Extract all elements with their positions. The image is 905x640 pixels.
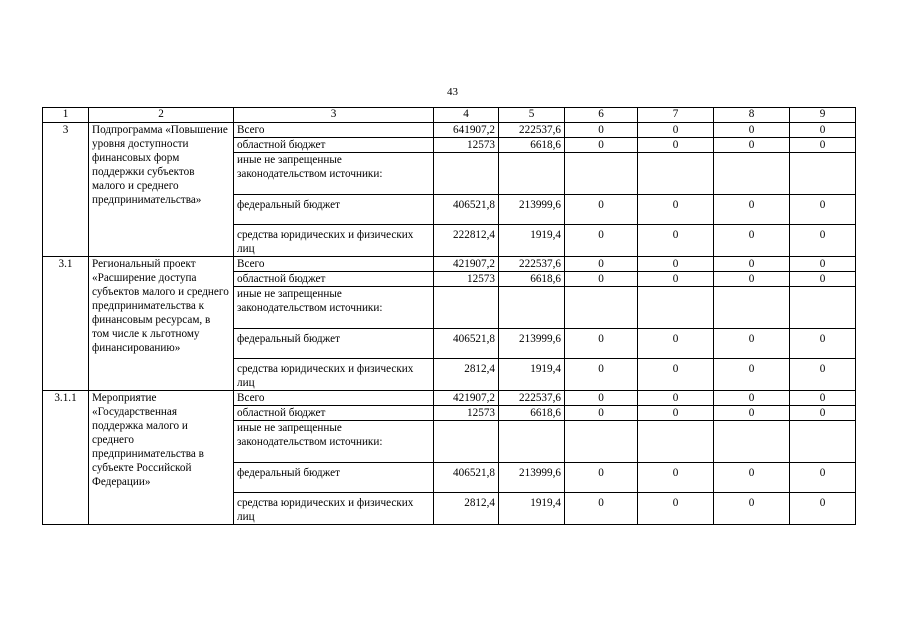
header-cell: 6	[565, 108, 638, 123]
value-cell-c6: 0	[565, 195, 638, 225]
value-cell-c8: 0	[714, 391, 790, 406]
value-cell-c6: 0	[565, 391, 638, 406]
value-cell-c9: 0	[790, 123, 856, 138]
value-cell-c4: 641907,2	[434, 123, 499, 138]
value-cell-c5: 222537,6	[499, 123, 565, 138]
funding-source-label: областной бюджет	[234, 138, 434, 153]
value-cell-c4: 421907,2	[434, 391, 499, 406]
value-cell-c9: 0	[790, 195, 856, 225]
funding-source-label: областной бюджет	[234, 406, 434, 421]
value-cell-c4: 406521,8	[434, 195, 499, 225]
value-cell-c4: 12573	[434, 406, 499, 421]
value-cell-c8	[714, 153, 790, 195]
section-name: Региональный проект «Расширение доступа субъектов малого и среднего предпринимательства к финансовым ресурсам, в том числе к льготному финансированию»	[89, 257, 234, 391]
header-row	[43, 108, 856, 123]
header-cell: 3	[234, 108, 434, 123]
funding-source-label: областной бюджет	[234, 272, 434, 287]
value-cell-c6: 0	[565, 463, 638, 493]
value-cell-c8: 0	[714, 138, 790, 153]
value-cell-c4: 2812,4	[434, 359, 499, 391]
value-cell-c5: 6618,6	[499, 272, 565, 287]
value-cell-c6: 0	[565, 359, 638, 391]
value-cell-c5: 213999,6	[499, 463, 565, 493]
value-cell-c9	[790, 421, 856, 463]
value-cell-c5: 1919,4	[499, 493, 565, 525]
funding-source-label: средства юридических и физических лиц	[234, 225, 434, 257]
value-cell-c6	[565, 287, 638, 329]
value-cell-c6: 0	[565, 329, 638, 359]
value-cell-c7: 0	[638, 406, 714, 421]
funding-source-label: иные не запрещенные законодательством источники:	[234, 421, 434, 463]
value-cell-c5: 213999,6	[499, 195, 565, 225]
value-cell-c7: 0	[638, 329, 714, 359]
value-cell-c9: 0	[790, 225, 856, 257]
value-cell-c8: 0	[714, 257, 790, 272]
value-cell-c7: 0	[638, 257, 714, 272]
value-cell-c7: 0	[638, 123, 714, 138]
header-cell: 2	[89, 108, 234, 123]
value-cell-c7: 0	[638, 225, 714, 257]
value-cell-c5	[499, 153, 565, 195]
header-cell: 1	[43, 108, 89, 123]
value-cell-c6: 0	[565, 138, 638, 153]
value-cell-c4	[434, 421, 499, 463]
value-cell-c5	[499, 421, 565, 463]
value-cell-c8: 0	[714, 359, 790, 391]
value-cell-c4: 12573	[434, 138, 499, 153]
table-row	[43, 391, 856, 406]
value-cell-c5: 222537,6	[499, 391, 565, 406]
funding-source-label: федеральный бюджет	[234, 463, 434, 493]
value-cell-c7	[638, 287, 714, 329]
value-cell-c8: 0	[714, 463, 790, 493]
value-cell-c9: 0	[790, 272, 856, 287]
value-cell-c8: 0	[714, 272, 790, 287]
funding-source-label: Всего	[234, 391, 434, 406]
value-cell-c4: 421907,2	[434, 257, 499, 272]
value-cell-c8: 0	[714, 195, 790, 225]
budget-table	[42, 107, 856, 525]
value-cell-c6: 0	[565, 225, 638, 257]
value-cell-c5	[499, 287, 565, 329]
page-number: 43	[447, 86, 458, 98]
value-cell-c9: 0	[790, 406, 856, 421]
value-cell-c6: 0	[565, 257, 638, 272]
value-cell-c8	[714, 421, 790, 463]
value-cell-c7: 0	[638, 493, 714, 525]
value-cell-c7: 0	[638, 272, 714, 287]
value-cell-c7	[638, 153, 714, 195]
value-cell-c5: 213999,6	[499, 329, 565, 359]
value-cell-c7: 0	[638, 391, 714, 406]
value-cell-c7: 0	[638, 463, 714, 493]
section-number: 3.1.1	[43, 391, 89, 525]
funding-source-label: Всего	[234, 123, 434, 138]
table-row	[43, 123, 856, 138]
value-cell-c7: 0	[638, 138, 714, 153]
section-name: Мероприятие «Государственная поддержка малого и среднего предпринимательства в субъекте Российской Федерации»	[89, 391, 234, 525]
value-cell-c4: 406521,8	[434, 463, 499, 493]
value-cell-c8: 0	[714, 493, 790, 525]
value-cell-c6	[565, 421, 638, 463]
header-cell: 8	[714, 108, 790, 123]
header-cell: 9	[790, 108, 856, 123]
value-cell-c4: 12573	[434, 272, 499, 287]
value-cell-c9: 0	[790, 359, 856, 391]
value-cell-c7: 0	[638, 359, 714, 391]
header-cell: 7	[638, 108, 714, 123]
value-cell-c8: 0	[714, 123, 790, 138]
header-cell: 4	[434, 108, 499, 123]
section-number: 3.1	[43, 257, 89, 391]
funding-source-label: Всего	[234, 257, 434, 272]
value-cell-c9: 0	[790, 391, 856, 406]
value-cell-c4: 2812,4	[434, 493, 499, 525]
table-row	[43, 257, 856, 272]
value-cell-c9: 0	[790, 329, 856, 359]
value-cell-c9: 0	[790, 138, 856, 153]
value-cell-c6: 0	[565, 272, 638, 287]
funding-source-label: средства юридических и физических лиц	[234, 359, 434, 391]
value-cell-c5: 6618,6	[499, 406, 565, 421]
value-cell-c4	[434, 287, 499, 329]
value-cell-c5: 222537,6	[499, 257, 565, 272]
value-cell-c6	[565, 153, 638, 195]
section-number: 3	[43, 123, 89, 257]
section-name: Подпрограмма «Повышение уровня доступности финансовых форм поддержки субъектов малого и среднего предпринимательства»	[89, 123, 234, 257]
value-cell-c8: 0	[714, 225, 790, 257]
funding-source-label: средства юридических и физических лиц	[234, 493, 434, 525]
header-cell: 5	[499, 108, 565, 123]
value-cell-c4: 222812,4	[434, 225, 499, 257]
value-cell-c4	[434, 153, 499, 195]
value-cell-c4: 406521,8	[434, 329, 499, 359]
value-cell-c8: 0	[714, 329, 790, 359]
value-cell-c9: 0	[790, 257, 856, 272]
value-cell-c8	[714, 287, 790, 329]
value-cell-c6: 0	[565, 123, 638, 138]
value-cell-c8: 0	[714, 406, 790, 421]
value-cell-c9: 0	[790, 463, 856, 493]
value-cell-c5: 1919,4	[499, 359, 565, 391]
funding-source-label: федеральный бюджет	[234, 329, 434, 359]
value-cell-c9	[790, 287, 856, 329]
value-cell-c5: 1919,4	[499, 225, 565, 257]
value-cell-c9	[790, 153, 856, 195]
value-cell-c7: 0	[638, 195, 714, 225]
funding-source-label: иные не запрещенные законодательством источники:	[234, 287, 434, 329]
value-cell-c5: 6618,6	[499, 138, 565, 153]
value-cell-c6: 0	[565, 406, 638, 421]
funding-source-label: иные не запрещенные законодательством источники:	[234, 153, 434, 195]
value-cell-c6: 0	[565, 493, 638, 525]
value-cell-c7	[638, 421, 714, 463]
value-cell-c9: 0	[790, 493, 856, 525]
funding-source-label: федеральный бюджет	[234, 195, 434, 225]
